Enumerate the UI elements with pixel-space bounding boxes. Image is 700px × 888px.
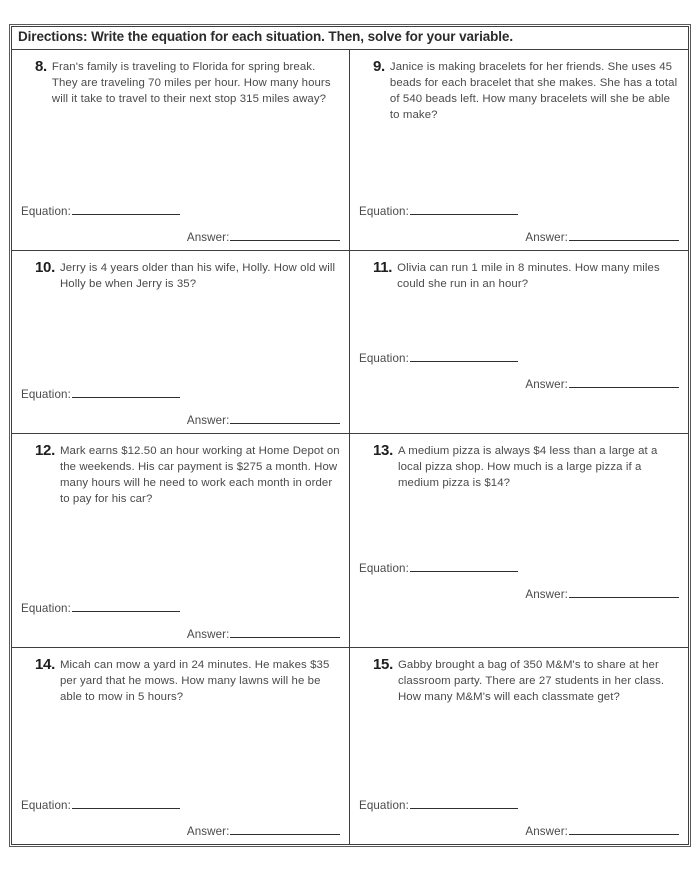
answer-blank[interactable] <box>569 586 679 598</box>
answer-blank[interactable] <box>230 626 340 638</box>
problem-number: 10. <box>35 258 55 276</box>
problem-number: 13. <box>373 441 393 459</box>
problem-row <box>12 434 688 648</box>
equation-blank[interactable] <box>72 797 180 809</box>
problem-text: Janice is making bracelets for her friends. She uses 45 beads for each bracelet that she makes. She has a total of 540 beads left. How many bracelets will she be able to make? <box>389 60 678 122</box>
problem-cell-12 <box>12 434 350 647</box>
equation-blank[interactable] <box>410 797 518 809</box>
work-space <box>21 508 340 600</box>
problem-cell-11 <box>350 251 688 433</box>
equation-label: Equation: <box>21 798 71 812</box>
problem-cell-15 <box>350 648 688 844</box>
problem-cell-10 <box>12 251 350 433</box>
equation-line[interactable] <box>359 560 679 575</box>
problem-number: 14. <box>35 655 55 673</box>
problem-row <box>12 648 688 844</box>
problem-text: A medium pizza is always $4 less than a large at a local pizza shop. How much is a large pizza if a medium pizza is $14? <box>397 444 658 490</box>
problem-row <box>12 251 688 434</box>
problem-cell-8 <box>12 50 350 250</box>
work-space <box>21 705 340 796</box>
equation-blank[interactable] <box>410 203 518 215</box>
answer-blank[interactable] <box>230 823 340 835</box>
answer-label: Answer: <box>525 587 568 601</box>
equation-blank[interactable] <box>72 600 180 612</box>
directions-header: Directions: Write the equation for each situation. Then, solve for your variable. <box>12 27 688 50</box>
problem-number: 8. <box>35 57 47 75</box>
problem-cell-9 <box>350 50 688 250</box>
answer-line[interactable] <box>359 586 679 601</box>
problem-statement <box>21 57 340 108</box>
problem-text: Olivia can run 1 mile in 8 minutes. How many miles could she run in an hour? <box>397 261 660 291</box>
equation-label: Equation: <box>21 387 71 401</box>
answer-line[interactable] <box>21 626 340 641</box>
answer-label: Answer: <box>186 824 230 838</box>
problem-number: 15. <box>373 655 393 673</box>
work-space <box>359 705 679 796</box>
problem-statement <box>21 258 340 292</box>
answer-blank[interactable] <box>569 376 679 388</box>
work-space <box>21 292 340 386</box>
equation-line[interactable] <box>359 350 679 365</box>
equation-label: Equation: <box>21 601 71 615</box>
answer-blank[interactable] <box>230 412 340 424</box>
answer-label: Answer: <box>186 230 230 244</box>
answer-label: Answer: <box>186 627 230 641</box>
equation-line[interactable] <box>359 203 679 218</box>
problem-text: Gabby brought a bag of 350 M&M's to share at her classroom party. There are 27 students in her class. How many M&M's will each classmate get? <box>397 658 665 704</box>
answer-line[interactable] <box>359 823 679 838</box>
problem-cell-13 <box>350 434 688 647</box>
equation-label: Equation: <box>359 351 409 365</box>
problem-number: 12. <box>35 441 55 459</box>
answer-label: Answer: <box>186 413 230 427</box>
answer-label: Answer: <box>525 377 568 391</box>
equation-line[interactable] <box>359 797 679 812</box>
equation-blank[interactable] <box>72 386 180 398</box>
answer-label: Answer: <box>525 824 568 838</box>
answer-line[interactable] <box>21 823 340 838</box>
answer-label: Answer: <box>525 230 568 244</box>
worksheet-table <box>11 26 689 845</box>
work-space <box>359 491 679 559</box>
problem-cell-14 <box>12 648 350 844</box>
answer-blank[interactable] <box>230 229 340 241</box>
answer-blank[interactable] <box>569 823 679 835</box>
problem-text: Mark earns $12.50 an hour working at Home Depot on the weekends. His car payment is $275 a month. How many hours will he need to work each month in order to pay for his car? <box>59 444 340 506</box>
equation-blank[interactable] <box>410 350 518 362</box>
problem-number: 9. <box>373 57 385 75</box>
problem-statement <box>21 655 340 706</box>
equation-label: Equation: <box>21 204 71 218</box>
problem-statement <box>21 441 340 508</box>
problem-row <box>12 50 688 251</box>
problem-statement <box>359 441 679 492</box>
problem-text: Jerry is 4 years older than his wife, Holly. How old will Holly be when Jerry is 35? <box>59 261 336 291</box>
work-space <box>359 292 679 350</box>
equation-blank[interactable] <box>72 203 180 215</box>
problem-number: 11. <box>373 258 393 276</box>
answer-line[interactable] <box>359 229 679 244</box>
problem-statement <box>359 655 679 706</box>
equation-label: Equation: <box>359 204 409 218</box>
answer-line[interactable] <box>359 376 679 391</box>
answer-blank[interactable] <box>569 229 679 241</box>
equation-line[interactable] <box>21 203 340 218</box>
equation-line[interactable] <box>21 797 340 812</box>
work-space <box>359 124 679 203</box>
problem-grid <box>12 50 688 844</box>
answer-line[interactable] <box>21 412 340 427</box>
problem-text: Micah can mow a yard in 24 minutes. He makes $35 per yard that he mows. How many lawns will he be able to mow in 5 hours? <box>59 658 330 704</box>
equation-line[interactable] <box>21 600 340 615</box>
equation-label: Equation: <box>359 798 409 812</box>
problem-statement <box>359 258 679 292</box>
equation-line[interactable] <box>21 386 340 401</box>
work-space <box>21 107 340 202</box>
equation-label: Equation: <box>359 561 409 575</box>
problem-text: Fran's family is traveling to Florida for spring break. They are traveling 70 miles per hour. How many hours will it take to travel to their next stop 315 miles away? <box>51 60 331 106</box>
problem-statement <box>359 57 679 124</box>
answer-line[interactable] <box>21 229 340 244</box>
equation-blank[interactable] <box>410 560 518 572</box>
